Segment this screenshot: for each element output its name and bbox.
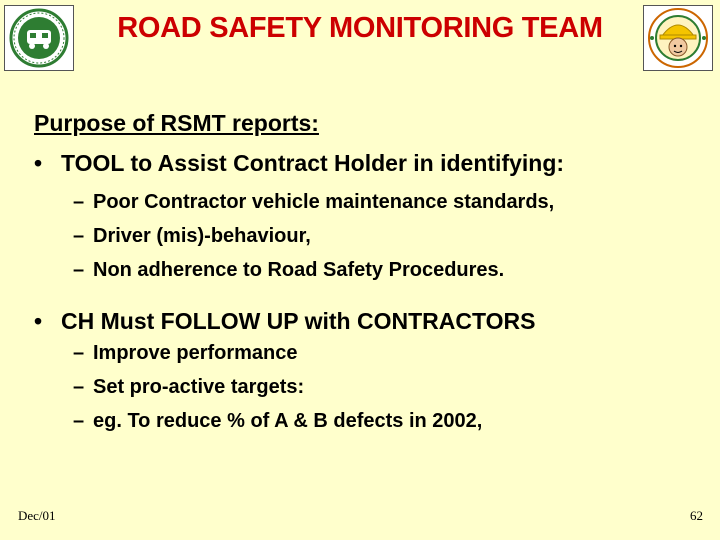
- dash-glyph: –: [73, 342, 85, 364]
- safety-mascot-logo-right: [643, 5, 713, 71]
- sub-bullet-text: Driver (mis)-behaviour,: [93, 225, 311, 247]
- dash-glyph: –: [73, 259, 85, 281]
- footer-date: Dec/01: [18, 508, 56, 523]
- bullet-text: TOOL to Assist Contract Holder in identifying:: [61, 150, 565, 176]
- bullet-glyph: •: [34, 150, 43, 176]
- dash-glyph: –: [73, 225, 85, 247]
- sub-bullet-text: Non adherence to Road Safety Procedures.: [93, 259, 505, 281]
- sub-bullet-text: Set pro-active targets:: [93, 376, 305, 398]
- dash-glyph: –: [73, 410, 85, 432]
- sub-bullet-text: eg. To reduce % of A & B defects in 2002,: [93, 410, 483, 432]
- bullet-glyph: •: [34, 308, 43, 334]
- bullet-text: CH Must FOLLOW UP with CONTRACTORS: [61, 308, 536, 334]
- dash-glyph: –: [73, 376, 85, 398]
- sub-bullet-text: Poor Contractor vehicle maintenance standards,: [93, 191, 555, 213]
- section-heading: Purpose of RSMT reports:: [34, 110, 319, 136]
- organization-logo-left: [4, 5, 74, 71]
- page-number: 62: [690, 508, 703, 523]
- safety-helmet-mascot-icon: [644, 6, 712, 70]
- sub-bullet-text: Improve performance: [93, 342, 298, 364]
- slide-title: ROAD SAFETY MONITORING TEAM: [117, 12, 603, 44]
- dash-glyph: –: [73, 191, 85, 213]
- green-seal-icon: [5, 6, 73, 70]
